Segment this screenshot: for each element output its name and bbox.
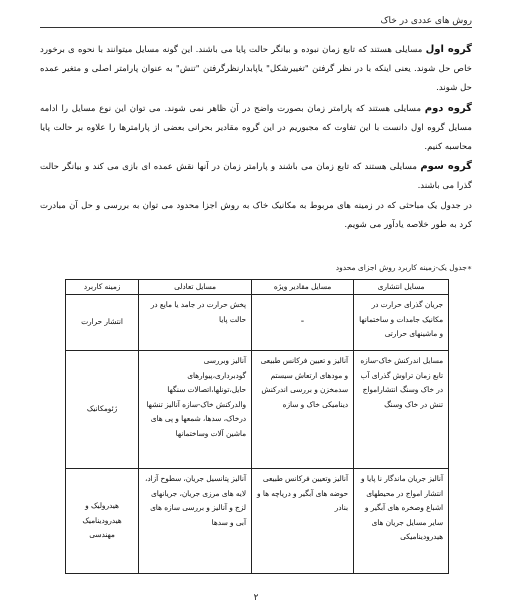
table-row bbox=[66, 295, 449, 351]
paragraph-text: در جدول یک مباحثی که در زمینه های مربوط به مکانیک خاک به روش اجزا محدود می توان به بررسی و حل آن مبادرت کرد به طور خلاصه یادآور می شویم. bbox=[40, 200, 472, 230]
lead-term: گروه اول bbox=[425, 44, 472, 55]
table-cell: مسایل اندرکنش خاک-سازه تابع زمان تراوش گذرای آب در خاک وسنگ انتشارامواج تنش در خاک وسنگ bbox=[354, 351, 449, 469]
table-cell: انتشار حرارت bbox=[66, 295, 139, 351]
table-row bbox=[66, 351, 449, 469]
paragraph-text: مسایلی هستند که تابع زمان می باشند و پارامتر زمان در آنها نقش عمده ای بازی می کند و بیانگر حالت گذرا می باشند. bbox=[40, 162, 472, 192]
table-cell: هیدرولیک و هیدرودینامیک مهندسی bbox=[66, 469, 139, 574]
paragraph-text: مسایلی هستند که پارامتر زمان بصورت واضح در آن ظاهر نمی شوند. می توان این نوع مسایل را ادامه مسایل گروه اول دانست با این تفاوت که مجبوریم در این گروه مقادیر بحرانی بعضی از پارامترها را علاوه بر حالت پایا محاسبه کنیم. bbox=[40, 103, 472, 153]
lead-term: گروه سوم bbox=[420, 161, 472, 173]
paragraph-table-intro bbox=[40, 197, 472, 235]
paragraph-group-three bbox=[40, 157, 472, 196]
table-cell: جریان گذرای حرارت در مکانیک جامدات و ساختمانها و ماشینهای حرارتی bbox=[354, 295, 449, 351]
paragraph-group-one bbox=[40, 40, 472, 99]
paragraph-text: مسایلی هستند که تابع زمان نبوده و بیانگر حالت پایا می باشند. این گونه مسایل میتوانند با نحوه ی برخورد خاص حل شوند. یعنی اینکه با در نظر گرفتن "تغییرشکل" یاپابدارنظرگرفتن "تنش" به عنوان پارامتر اصلی و متغیر عمده حل شوند. bbox=[40, 45, 472, 94]
header-rule bbox=[40, 27, 472, 28]
table-cell: - bbox=[252, 295, 354, 351]
table-cell: آنالیز وتعیین فرکانس طبیعی حوضه های آبگیر و دریاچه ها و بنادر bbox=[252, 469, 354, 574]
table-row bbox=[66, 469, 449, 574]
header-title: روش های عددی در خاک bbox=[380, 16, 472, 26]
body-text bbox=[40, 40, 472, 235]
table-cell: ژئومکانیک bbox=[66, 351, 139, 469]
header-field: زمینه کاربرد bbox=[66, 280, 139, 295]
table-cell: آنالیز و تعیین فرکانس طبیعی و مودهای ارتعاش سیستم سدمخزن و بررسی اندرکنش دینامیکی خاک و سازه bbox=[252, 351, 354, 469]
paragraph-group-two bbox=[40, 99, 472, 158]
header-eigenvalue: مسایل مقادیر ویژه bbox=[252, 280, 354, 295]
fem-applications-table bbox=[65, 279, 449, 574]
table-cell: پخش حرارت در جامد یا مایع در حالت پایا bbox=[139, 295, 252, 351]
table-cell: آنالیز پتانسیل جریان، سطوح آزاد، لایه های مرزی جریان، جریانهای لزج و آنالیز و بررسی سازه های آبی و سدها bbox=[139, 469, 252, 574]
table-cell: آنالیز وبررسی گودبرداری،پیوارهای حایل،تونلها،اتصالات سنگها والدرکنش خاک-سازه آنالیز تنشها درخاک، سدها، شمعها و پی های ماشین آلات وساختمانها bbox=[139, 351, 252, 469]
caption-text: جدول یک-زمینه کاربرد روش اجزای محدود bbox=[335, 263, 467, 272]
header-diffusion: مسایل انتشاری bbox=[354, 280, 449, 295]
page-number: ۲ bbox=[253, 593, 259, 603]
header-equilibrium: مسایل تعادلی bbox=[139, 280, 252, 295]
table-caption bbox=[40, 263, 472, 272]
table-cell: آنالیز جریان ماندگار نا پایا و انتشار امواج در محیطهای اشباع وصخره های آبگیر و سایر مسایل جریان های هیدرودینامیکی bbox=[354, 469, 449, 574]
running-header bbox=[40, 8, 472, 24]
lead-term: گروه دوم bbox=[424, 102, 472, 114]
table-header-row bbox=[66, 280, 449, 295]
caption-marker: ∗ bbox=[466, 263, 472, 272]
